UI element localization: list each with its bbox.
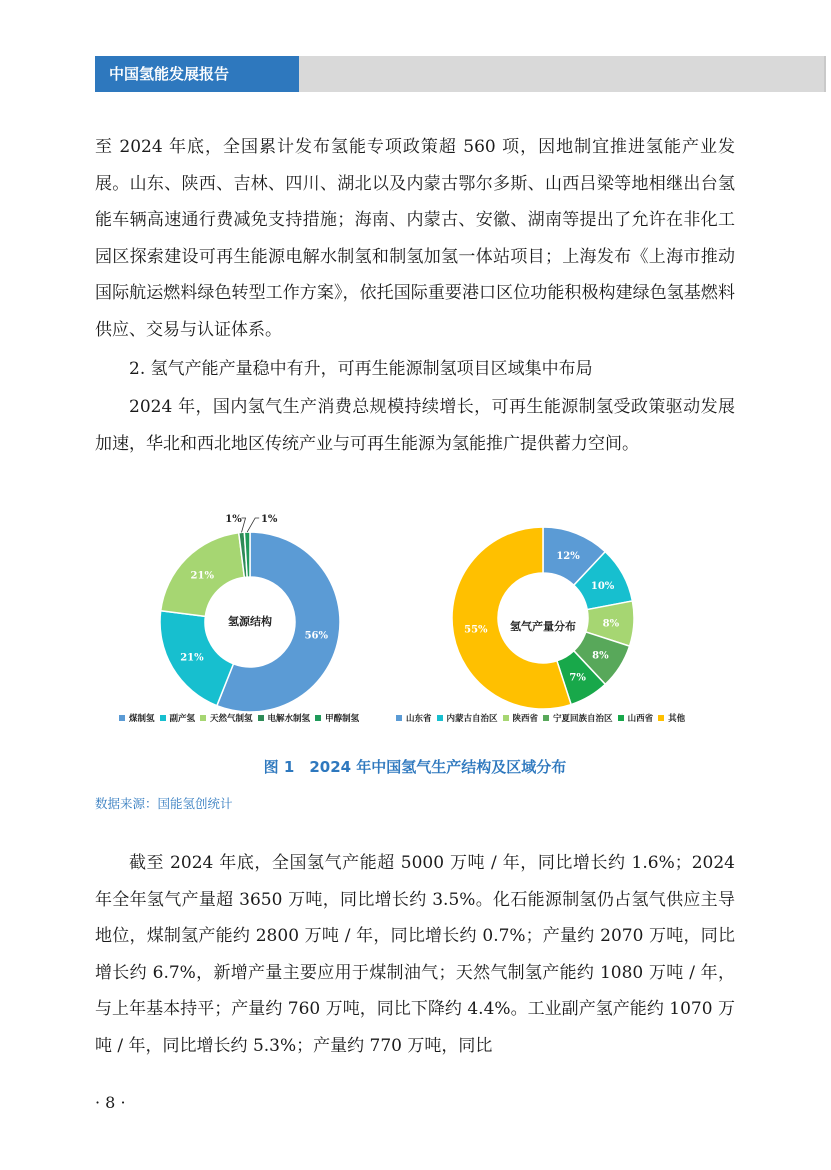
leader-line-4: [242, 518, 246, 532]
paragraph-production-overview: 2024 年，国内氢气生产消费总规模持续增长，可再生能源制氢受政策驱动发展加速，华北和西北地区传统产业与可再生能源为氢能推广提供蓄力空间。: [95, 397, 735, 454]
legend-label: 内蒙古自治区: [446, 714, 498, 724]
legend-item: [618, 712, 654, 724]
legend-item: [160, 712, 196, 724]
leader-line-5: [247, 518, 259, 532]
legend-hydrogen-source: [119, 712, 364, 724]
slice-label-6: 55%: [464, 624, 488, 636]
slice-label-5: 1%: [260, 514, 278, 525]
legend-swatch: [437, 715, 443, 721]
legend-swatch: [160, 715, 166, 721]
paragraph-policy: 至 2024 年底，全国累计发布氢能专项政策超 560 项，因地制宜推进氢能产业发展。山东、陕西、吉林、四川、湖北以及内蒙古鄂尔多斯、山西吕梁等地相继出台氢能车辆高速通行费减免支持措施；海南、内蒙古、安徽、湖南等提出了允许在非化工园区探索建设可再生能源电解水制氢和制氢加氢一体站项目；上海发布《上海市推动国际航运燃料绿色转型工作方案》，依托国际重要港口区位功能积极构建绿色氢基燃料供应、交易与认证体系。: [95, 137, 735, 340]
legend-item: [396, 712, 432, 724]
legend-swatch: [258, 715, 264, 721]
header-title: 中国氢能发展报告: [95, 56, 299, 92]
legend-label: 山东省: [406, 714, 432, 724]
slice-label-3: 8%: [602, 618, 620, 630]
donut2-center-label: 氢气产量分布: [510, 620, 576, 633]
legend-label: 甲醇制氢: [325, 714, 360, 724]
header-edge: [826, 56, 831, 92]
section-subheading: 2. 氢气产能产量稳中有升，可再生能源制氢项目区域集中布局: [129, 359, 593, 379]
legend-label: 山西省: [627, 714, 654, 724]
legend-label: 其他: [668, 714, 686, 724]
legend-production-distribution: [396, 712, 690, 724]
donut-chart-hydrogen-source: [140, 505, 360, 720]
slice-label-5: 7%: [569, 672, 586, 684]
legend-item: [437, 712, 498, 724]
slice-label-1: 12%: [556, 550, 580, 562]
slice-label-4: 8%: [592, 650, 609, 662]
legend-item: [658, 712, 685, 724]
slice-label-4: 1%: [225, 514, 242, 525]
legend-label: 陕西省: [512, 714, 539, 724]
legend-item: [200, 712, 253, 724]
donut-chart-production-distribution: [433, 505, 653, 720]
figure-caption: 图 1 2024 年中国氢气生产结构及区域分布: [263, 758, 567, 776]
legend-swatch: [658, 715, 664, 721]
legend-swatch: [315, 715, 321, 721]
slice-label-3: 21%: [190, 570, 214, 582]
legend-item: [119, 712, 155, 724]
legend-label: 天然气制氢: [210, 714, 253, 724]
donut1-center-label: 氢源结构: [228, 615, 272, 628]
legend-swatch: [119, 715, 125, 721]
legend-swatch: [618, 715, 624, 721]
legend-label: 宁夏回族自治区: [553, 714, 613, 724]
legend-swatch: [543, 715, 549, 721]
legend-swatch: [503, 715, 509, 721]
page-number: · 8 ·: [95, 1093, 126, 1112]
legend-swatch: [396, 715, 402, 721]
figure-source: 数据来源：国能氢创统计: [95, 796, 233, 811]
slice-label-1: 56%: [304, 630, 329, 642]
legend-item: [543, 712, 613, 724]
slice-label-2: 21%: [180, 652, 204, 664]
legend-item: [503, 712, 539, 724]
legend-label: 副产氢: [169, 714, 196, 724]
slice-label-2: 10%: [590, 581, 615, 593]
page-header: [95, 56, 831, 92]
legend-item: [315, 712, 359, 724]
legend-label: 煤制氢: [129, 714, 155, 724]
legend-item: [258, 712, 311, 724]
legend-swatch: [200, 715, 206, 721]
paragraph-capacity-output: 截至 2024 年底，全国氢气产能超 5000 万吨 / 年，同比增长约 1.6%；2024 年全年氢气产量超 3650 万吨，同比增长约 3.5%。化石能源制氢仍占氢气供应主导地位，煤制氢产能约 2800 万吨 / 年，同比增长约 0.7%；产量约 2070 万吨，同比增长约 6.7%，新增产量主要应用于煤制油气；天然气制氢产能约 1080 万吨 / 年，与上年基本持平；产量约 760 万吨，同比下降约 4.4%。工业副产氢产能约 1070 万吨 / 年，同比增长约 5.3%；产量约 770 万吨，同比: [95, 853, 735, 1056]
legend-label: 电解水制氢: [267, 714, 311, 724]
